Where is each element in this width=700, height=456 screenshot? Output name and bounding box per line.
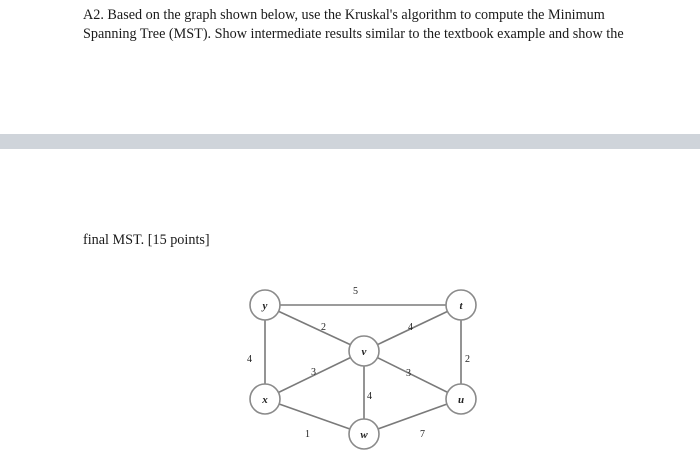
weight-x-w: 1 (305, 429, 310, 440)
node-v (349, 336, 379, 366)
node-y-label: y (262, 300, 268, 312)
weight-w-u: 7 (420, 429, 425, 440)
node-u-label: u (457, 394, 465, 406)
node-w-label: w (360, 429, 368, 441)
weight-x-v: 3 (311, 367, 316, 378)
weight-y-t: 5 (353, 286, 358, 297)
node-x-label: x (262, 394, 268, 406)
question-text-continued: final MST. [15 points] (83, 232, 210, 248)
weight-y-x: 4 (247, 354, 252, 365)
edge-y-v (265, 305, 364, 351)
weight-v-u: 3 (406, 368, 411, 379)
node-w (349, 419, 379, 449)
node-u (446, 384, 476, 414)
weight-t-u: 2 (465, 354, 470, 365)
node-t-label: t (459, 300, 463, 312)
node-y (250, 290, 280, 320)
question-text: A2. Based on the graph shown below, use the Kruskal's algorithm to compute the Minimum Spanning Tree (MST). Show intermediate results similar to the textbook example and show the (83, 7, 624, 42)
edge-v-u (364, 351, 461, 399)
node-x (250, 384, 280, 414)
node-t (446, 290, 476, 320)
weight-v-w: 4 (367, 391, 372, 402)
node-v-label: v (361, 346, 367, 358)
weight-t-v: 4 (408, 322, 413, 333)
weight-y-v: 2 (321, 322, 326, 333)
